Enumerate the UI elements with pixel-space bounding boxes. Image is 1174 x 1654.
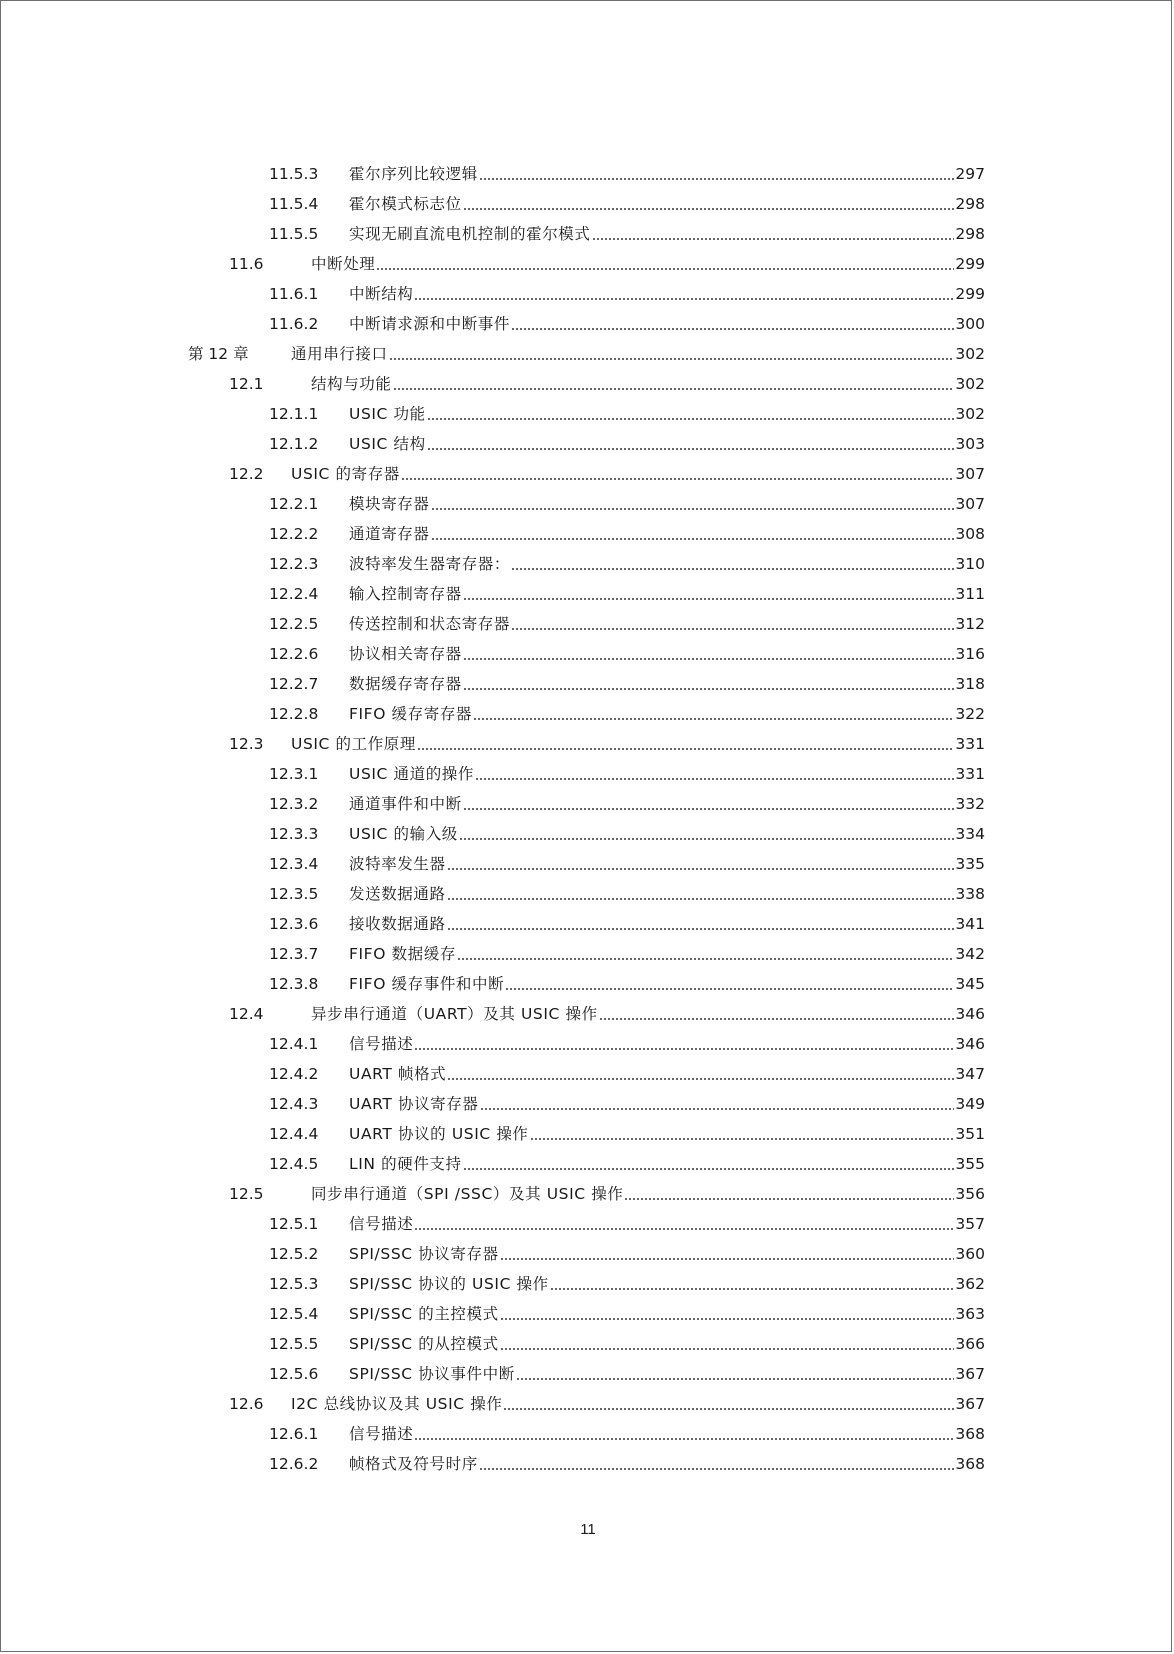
toc-entry-title: 通道事件和中断 — [349, 795, 462, 813]
toc-subsection-entry[interactable] — [1, 1239, 1174, 1269]
toc-subsection-entry[interactable] — [1, 939, 1174, 969]
toc-entry-line — [349, 914, 985, 934]
dot-leader — [505, 988, 954, 990]
toc-entry-number: 12.5.3 — [269, 1275, 319, 1293]
toc-entry-title: 帧格式及符号时序 — [349, 1455, 478, 1473]
dot-leader — [417, 748, 954, 750]
toc-entry-page-number: 346 — [955, 1005, 985, 1023]
toc-section-entry[interactable] — [1, 999, 1174, 1029]
dot-leader — [447, 868, 954, 870]
toc-subsection-entry[interactable] — [1, 1209, 1174, 1239]
toc-entry-number: 12.3.2 — [269, 795, 319, 813]
toc-entry-line — [291, 344, 985, 364]
dot-leader — [463, 1168, 954, 1170]
toc-subsection-entry[interactable] — [1, 1059, 1174, 1089]
toc-entry-title: SPI/SSC 的主控模式 — [349, 1305, 499, 1323]
toc-entry-title: 波特率发生器寄存器： — [349, 555, 511, 573]
toc-subsection-entry[interactable] — [1, 189, 1174, 219]
toc-entry-page-number: 366 — [955, 1335, 985, 1353]
toc-entry-number: 12.3.1 — [269, 765, 319, 783]
dot-leader — [500, 1258, 954, 1260]
toc-entry-line — [349, 524, 985, 544]
toc-entry-title: 数据缓存寄存器 — [349, 675, 462, 693]
toc-entry-title: 输入控制寄存器 — [349, 585, 462, 603]
toc-section-entry[interactable] — [1, 729, 1174, 759]
toc-entry-title: USIC 功能 — [349, 405, 426, 423]
dot-leader — [463, 658, 954, 660]
toc-subsection-entry[interactable] — [1, 519, 1174, 549]
dot-leader — [500, 1348, 954, 1350]
toc-entry-page-number: 298 — [955, 195, 985, 213]
dot-leader — [480, 1108, 955, 1110]
toc-entry-page-number: 345 — [955, 975, 985, 993]
toc-entry-line — [349, 194, 985, 214]
toc-subsection-entry[interactable] — [1, 1119, 1174, 1149]
toc-entry-number: 12.5.1 — [269, 1215, 319, 1233]
toc-entry-line — [349, 764, 985, 784]
toc-section-entry[interactable] — [1, 459, 1174, 489]
dot-leader — [511, 628, 954, 630]
toc-entry-page-number: 298 — [955, 225, 985, 243]
toc-entry-line — [349, 1034, 985, 1054]
toc-entry-number: 12.2.1 — [269, 495, 319, 513]
toc-subsection-entry[interactable] — [1, 969, 1174, 999]
dot-leader — [463, 808, 954, 810]
toc-entry-line — [349, 1214, 985, 1234]
toc-entry-title: I2C 总线协议及其 USIC 操作 — [291, 1395, 503, 1413]
toc-entry-page-number: 316 — [955, 645, 985, 663]
toc-entry-page-number: 341 — [955, 915, 985, 933]
toc-entry-title: 同步串行通道（SPI /SSC）及其 USIC 操作 — [311, 1185, 624, 1203]
dot-leader — [457, 958, 954, 960]
toc-entry-number: 11.5.3 — [269, 165, 319, 183]
toc-entry-line — [349, 1304, 985, 1324]
toc-entry-number: 12.3.7 — [269, 945, 319, 963]
toc-entry-title: 霍尔序列比较逻辑 — [349, 165, 478, 183]
toc-entry-page-number: 357 — [955, 1215, 985, 1233]
toc-entry-title: USIC 的寄存器 — [291, 465, 400, 483]
toc-entry-number: 12.5.6 — [269, 1365, 319, 1383]
dot-leader — [427, 448, 954, 450]
toc-subsection-entry[interactable] — [1, 1269, 1174, 1299]
toc-entry-line — [349, 614, 985, 634]
toc-entry-number: 12.4.3 — [269, 1095, 319, 1113]
toc-entry-line — [349, 974, 985, 994]
toc-entry-number: 11.6.1 — [269, 285, 319, 303]
toc-entry-number: 12.2.3 — [269, 555, 319, 573]
toc-entry-title: 信号描述 — [349, 1215, 414, 1233]
toc-entry-page-number: 303 — [955, 435, 985, 453]
toc-entry-page-number: 331 — [955, 765, 985, 783]
toc-entry-number: 12.4.2 — [269, 1065, 319, 1083]
toc-entry-line — [349, 1274, 985, 1294]
toc-entry-line — [349, 164, 985, 184]
toc-entry-number: 第 12 章 — [188, 345, 249, 363]
dot-leader — [530, 1138, 954, 1140]
dot-leader — [447, 898, 954, 900]
toc-entry-title: 信号描述 — [349, 1425, 414, 1443]
toc-entry-page-number: 347 — [955, 1065, 985, 1083]
toc-subsection-entry[interactable] — [1, 789, 1174, 819]
toc-entry-page-number: 335 — [955, 855, 985, 873]
toc-subsection-entry[interactable] — [1, 909, 1174, 939]
toc-entry-number: 12.1.2 — [269, 435, 319, 453]
toc-entry-title: LIN 的硬件支持 — [349, 1155, 462, 1173]
toc-subsection-entry[interactable] — [1, 1359, 1174, 1389]
toc-subsection-entry[interactable] — [1, 1419, 1174, 1449]
dot-leader — [431, 538, 954, 540]
toc-entry-line — [311, 254, 985, 274]
toc-subsection-entry[interactable] — [1, 579, 1174, 609]
dot-leader — [479, 178, 954, 180]
toc-entry-line — [311, 374, 985, 394]
dot-leader — [599, 1018, 954, 1020]
toc-entry-number: 11.5.5 — [269, 225, 319, 243]
toc-entry-title: SPI/SSC 协议寄存器 — [349, 1245, 499, 1263]
toc-entry-page-number: 338 — [955, 885, 985, 903]
toc-entry-line — [349, 1244, 985, 1264]
toc-subsection-entry[interactable] — [1, 219, 1174, 249]
page-number-footer: 11 — [580, 1521, 596, 1538]
dot-leader — [431, 508, 954, 510]
toc-entry-line — [349, 434, 985, 454]
toc-entry-page-number: 302 — [955, 375, 985, 393]
toc-entry-page-number: 368 — [955, 1455, 985, 1473]
toc-entry-line — [349, 494, 985, 514]
dot-leader — [500, 1318, 954, 1320]
toc-entry-line — [349, 1364, 985, 1384]
toc-entry-page-number: 312 — [955, 615, 985, 633]
toc-entry-page-number: 349 — [955, 1095, 985, 1113]
dot-leader — [473, 718, 954, 720]
toc-entry-line — [349, 284, 985, 304]
toc-entry-page-number: 368 — [955, 1425, 985, 1443]
toc-entry-line — [291, 464, 985, 484]
toc-entry-number: 12.6.1 — [269, 1425, 319, 1443]
toc-entry-title: 中断请求源和中断事件 — [349, 315, 511, 333]
toc-subsection-entry[interactable] — [1, 699, 1174, 729]
dot-leader — [463, 208, 954, 210]
toc-entry-line — [349, 1454, 985, 1474]
toc-entry-page-number: 300 — [955, 315, 985, 333]
toc-subsection-entry[interactable] — [1, 159, 1174, 189]
toc-entry-page-number: 311 — [955, 585, 985, 603]
toc-entry-number: 12.3.5 — [269, 885, 319, 903]
toc-entry-title: 结构与功能 — [311, 375, 392, 393]
toc-entry-title: 信号描述 — [349, 1035, 414, 1053]
dot-leader — [401, 478, 954, 480]
toc-entry-line — [349, 1334, 985, 1354]
toc-entry-page-number: 299 — [955, 255, 985, 273]
dot-leader — [475, 778, 954, 780]
toc-entry-number: 12.4.5 — [269, 1155, 319, 1173]
toc-section-entry[interactable] — [1, 369, 1174, 399]
toc-entry-line — [349, 884, 985, 904]
dot-leader — [414, 298, 954, 300]
toc-entry-number: 12.5.5 — [269, 1335, 319, 1353]
toc-entry-title: FIFO 缓存事件和中断 — [349, 975, 505, 993]
toc-entry-line — [349, 404, 985, 424]
dot-leader — [376, 268, 954, 270]
toc-entry-title: USIC 的工作原理 — [291, 735, 417, 753]
toc-entry-page-number: 331 — [955, 735, 985, 753]
toc-subsection-entry[interactable] — [1, 609, 1174, 639]
toc-entry-title: SPI/SSC 协议的 USIC 操作 — [349, 1275, 549, 1293]
toc-entry-page-number: 346 — [955, 1035, 985, 1053]
toc-entry-number: 12.4.1 — [269, 1035, 319, 1053]
toc-entry-line — [311, 1004, 985, 1024]
toc-entry-title: UART 协议的 USIC 操作 — [349, 1125, 529, 1143]
toc-entry-title: 通用串行接口 — [291, 345, 388, 363]
toc-entry-title: 接收数据通路 — [349, 915, 446, 933]
toc-entry-line — [349, 644, 985, 664]
toc-entry-title: 协议相关寄存器 — [349, 645, 462, 663]
toc-entry-title: 中断处理 — [311, 255, 376, 273]
toc-entry-title: 波特率发生器 — [349, 855, 446, 873]
toc-entry-page-number: 307 — [955, 495, 985, 513]
toc-subsection-entry[interactable] — [1, 549, 1174, 579]
toc-entry-page-number: 307 — [955, 465, 985, 483]
toc-subsection-entry[interactable] — [1, 819, 1174, 849]
toc-entry-line — [349, 794, 985, 814]
toc-entry-page-number: 355 — [955, 1155, 985, 1173]
toc-entry-number: 11.6 — [229, 255, 264, 273]
toc-entry-line — [349, 1094, 985, 1114]
toc-entry-number: 12.5 — [229, 1185, 264, 1203]
dot-leader — [516, 1378, 954, 1380]
toc-subsection-entry[interactable] — [1, 489, 1174, 519]
toc-entry-title: USIC 结构 — [349, 435, 426, 453]
toc-entry-line — [311, 1184, 985, 1204]
toc-entry-page-number: 299 — [955, 285, 985, 303]
toc-entry-page-number: 367 — [955, 1395, 985, 1413]
dot-leader — [393, 388, 954, 390]
toc-entry-page-number: 302 — [955, 405, 985, 423]
toc-entry-line — [291, 1394, 985, 1414]
dot-leader — [463, 688, 954, 690]
toc-entry-number: 12.2.8 — [269, 705, 319, 723]
toc-entry-title: USIC 通道的操作 — [349, 765, 475, 783]
toc-subsection-entry[interactable] — [1, 1089, 1174, 1119]
toc-entry-number: 12.2.4 — [269, 585, 319, 603]
toc-entry-title: 发送数据通路 — [349, 885, 446, 903]
toc-entry-title: USIC 的输入级 — [349, 825, 458, 843]
toc-entry-number: 11.5.4 — [269, 195, 319, 213]
toc-subsection-entry[interactable] — [1, 309, 1174, 339]
toc-entry-number: 12.3 — [229, 735, 264, 753]
toc-entry-page-number: 362 — [955, 1275, 985, 1293]
dot-leader — [463, 598, 954, 600]
toc-entry-title: 异步串行通道（UART）及其 USIC 操作 — [311, 1005, 598, 1023]
dot-leader — [427, 418, 954, 420]
dot-leader — [414, 1228, 954, 1230]
toc-subsection-entry[interactable] — [1, 639, 1174, 669]
toc-entry-title: 霍尔模式标志位 — [349, 195, 462, 213]
toc-entry-title: UART 帧格式 — [349, 1065, 447, 1083]
toc-entry-number: 12.1 — [229, 375, 264, 393]
toc-entry-page-number: 334 — [955, 825, 985, 843]
toc-subsection-entry[interactable] — [1, 399, 1174, 429]
toc-entry-number: 11.6.2 — [269, 315, 319, 333]
dot-leader — [503, 1408, 954, 1410]
toc-entry-page-number: 356 — [955, 1185, 985, 1203]
toc-entry-number: 12.6 — [229, 1395, 264, 1413]
dot-leader — [550, 1288, 954, 1290]
toc-entry-title: 通道寄存器 — [349, 525, 430, 543]
toc-entry-number: 12.2 — [229, 465, 264, 483]
dot-leader — [511, 328, 954, 330]
toc-subsection-entry[interactable] — [1, 849, 1174, 879]
dot-leader — [389, 358, 954, 360]
toc-entry-line — [349, 1424, 985, 1444]
toc-entry-page-number: 332 — [955, 795, 985, 813]
toc-entry-number: 12.3.6 — [269, 915, 319, 933]
toc-entry-page-number: 308 — [955, 525, 985, 543]
toc-entry-number: 12.2.5 — [269, 615, 319, 633]
toc-subsection-entry[interactable] — [1, 759, 1174, 789]
toc-entry-title: SPI/SSC 的从控模式 — [349, 1335, 499, 1353]
toc-entry-number: 12.3.8 — [269, 975, 319, 993]
toc-entry-line — [349, 224, 985, 244]
toc-entry-page-number: 363 — [955, 1305, 985, 1323]
dot-leader — [447, 928, 954, 930]
toc-entry-line — [349, 854, 985, 874]
toc-subsection-entry[interactable] — [1, 1329, 1174, 1359]
toc-chapter-entry[interactable] — [1, 339, 1174, 369]
dot-leader — [592, 238, 954, 240]
toc-entry-page-number: 318 — [955, 675, 985, 693]
toc-entry-page-number: 310 — [955, 555, 985, 573]
toc-subsection-entry[interactable] — [1, 669, 1174, 699]
toc-entry-line — [291, 734, 985, 754]
toc-entry-number: 12.5.2 — [269, 1245, 319, 1263]
dot-leader — [459, 838, 954, 840]
toc-entry-line — [349, 824, 985, 844]
toc-subsection-entry[interactable] — [1, 429, 1174, 459]
toc-entry-page-number: 302 — [955, 345, 985, 363]
toc-subsection-entry[interactable] — [1, 879, 1174, 909]
toc-entry-page-number: 297 — [955, 165, 985, 183]
toc-entry-line — [349, 554, 985, 574]
toc-entry-number: 12.3.4 — [269, 855, 319, 873]
dot-leader — [511, 568, 954, 570]
toc-entry-number: 12.5.4 — [269, 1305, 319, 1323]
toc-entry-title: FIFO 数据缓存 — [349, 945, 456, 963]
dot-leader — [624, 1198, 954, 1200]
toc-entry-number: 12.6.2 — [269, 1455, 319, 1473]
toc-entry-title: SPI/SSC 协议事件中断 — [349, 1365, 515, 1383]
toc-entry-page-number: 322 — [955, 705, 985, 723]
toc-entry-number: 12.2.6 — [269, 645, 319, 663]
toc-section-entry[interactable] — [1, 1179, 1174, 1209]
toc-entry-title: UART 协议寄存器 — [349, 1095, 479, 1113]
toc-subsection-entry[interactable] — [1, 1149, 1174, 1179]
toc-section-entry[interactable] — [1, 1389, 1174, 1419]
dot-leader — [479, 1468, 954, 1470]
toc-entry-line — [349, 584, 985, 604]
toc-entry-page-number: 351 — [955, 1125, 985, 1143]
toc-entry-page-number: 342 — [955, 945, 985, 963]
toc-entry-line — [349, 1124, 985, 1144]
toc-entry-title: 模块寄存器 — [349, 495, 430, 513]
toc-entry-number: 12.3.3 — [269, 825, 319, 843]
toc-entry-number: 12.4.4 — [269, 1125, 319, 1143]
toc-section-entry[interactable] — [1, 249, 1174, 279]
toc-subsection-entry[interactable] — [1, 1449, 1174, 1479]
toc-entry-title: FIFO 缓存寄存器 — [349, 705, 473, 723]
toc-entry-number: 12.1.1 — [269, 405, 319, 423]
toc-entry-number: 12.2.7 — [269, 675, 319, 693]
toc-subsection-entry[interactable] — [1, 1299, 1174, 1329]
toc-subsection-entry[interactable] — [1, 1029, 1174, 1059]
dot-leader — [414, 1438, 954, 1440]
toc-entry-page-number: 367 — [955, 1365, 985, 1383]
toc-entry-line — [349, 1154, 985, 1174]
toc-entry-line — [349, 944, 985, 964]
toc-entry-line — [349, 704, 985, 724]
toc-entry-title: 中断结构 — [349, 285, 414, 303]
table-of-contents — [1, 159, 1174, 1479]
toc-entry-line — [349, 674, 985, 694]
toc-entry-page-number: 360 — [955, 1245, 985, 1263]
toc-entry-line — [349, 1064, 985, 1084]
toc-entry-title: 实现无刷直流电机控制的霍尔模式 — [349, 225, 591, 243]
toc-entry-number: 12.2.2 — [269, 525, 319, 543]
dot-leader — [414, 1048, 954, 1050]
toc-entry-number: 12.4 — [229, 1005, 264, 1023]
toc-subsection-entry[interactable] — [1, 279, 1174, 309]
toc-entry-title: 传送控制和状态寄存器 — [349, 615, 511, 633]
toc-entry-line — [349, 314, 985, 334]
dot-leader — [447, 1078, 954, 1080]
